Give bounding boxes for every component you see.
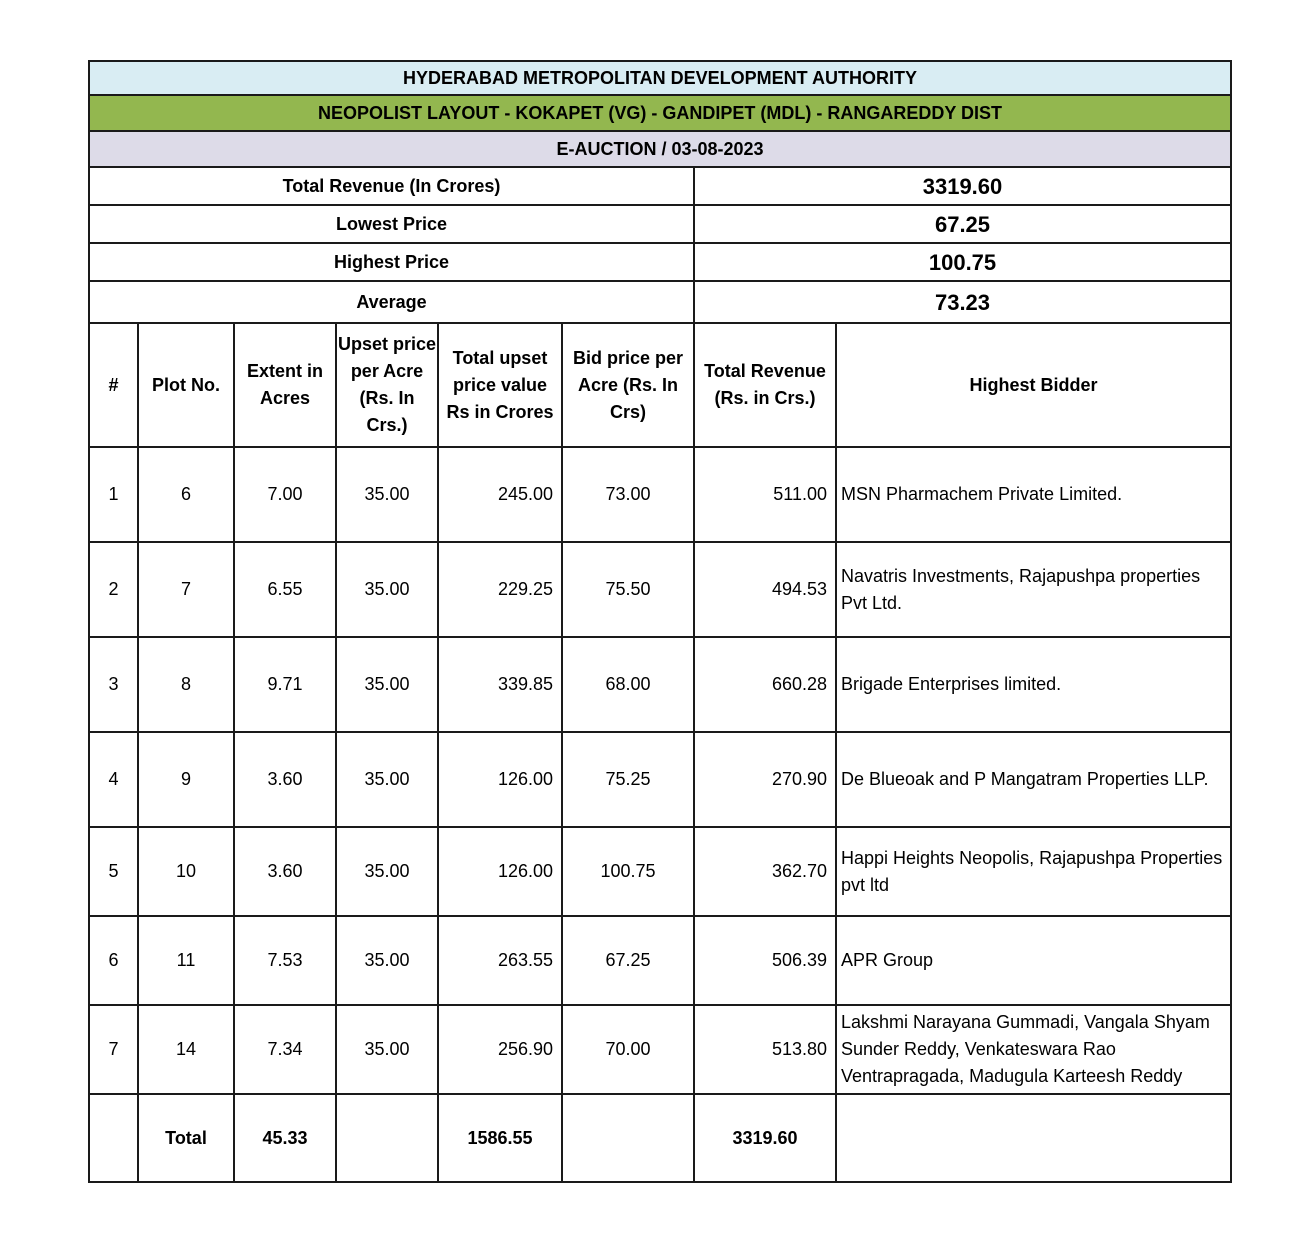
auction-date: E-AUCTION / 03-08-2023 [89,131,1231,167]
cell-num: 1 [89,447,138,542]
totals-revenue: 3319.60 [694,1094,836,1182]
cell-revenue: 506.39 [694,916,836,1005]
cell-empty [836,1094,1231,1182]
cell-bid: 75.25 [562,732,694,827]
col-header-total-upset: Total upset price value Rs in Crores [438,323,562,447]
subtitle-row [89,95,1231,131]
cell-upset: 35.00 [336,827,438,916]
cell-extent: 7.53 [234,916,336,1005]
cell-bid: 75.50 [562,542,694,637]
cell-extent: 6.55 [234,542,336,637]
cell-plot: 8 [138,637,234,732]
cell-upset: 35.00 [336,637,438,732]
cell-total-upset: 263.55 [438,916,562,1005]
cell-upset: 35.00 [336,916,438,1005]
cell-num: 7 [89,1005,138,1094]
cell-empty [336,1094,438,1182]
cell-revenue: 494.53 [694,542,836,637]
cell-num: 6 [89,916,138,1005]
cell-extent: 7.00 [234,447,336,542]
cell-upset: 35.00 [336,542,438,637]
table-row [89,447,1231,542]
auction-results-table [88,60,1232,1183]
cell-revenue: 660.28 [694,637,836,732]
cell-plot: 6 [138,447,234,542]
cell-plot: 14 [138,1005,234,1094]
cell-num: 5 [89,827,138,916]
cell-bidder: MSN Pharmachem Private Limited. [836,447,1231,542]
table-row [89,542,1231,637]
layout-subtitle: NEOPOLIST LAYOUT - KOKAPET (VG) - GANDIPET (MDL) - RANGAREDDY DIST [89,95,1231,131]
cell-revenue: 513.80 [694,1005,836,1094]
column-header-row [89,323,1231,447]
table-row [89,637,1231,732]
cell-bidder: APR Group [836,916,1231,1005]
title-row [89,61,1231,95]
cell-bidder: Navatris Investments, Rajapushpa properties Pvt Ltd. [836,542,1231,637]
summary-label: Average [89,281,694,323]
summary-value: 67.25 [694,205,1231,243]
cell-bidder: Lakshmi Narayana Gummadi, Vangala Shyam Sunder Reddy, Venkateswara Rao Ventrapragada, Madugula Karteesh Reddy [836,1005,1231,1094]
summary-row-highest-price [89,243,1231,281]
cell-upset: 35.00 [336,1005,438,1094]
cell-total-upset: 339.85 [438,637,562,732]
col-header-upset-price: Upset price per Acre (Rs. In Crs.) [336,323,438,447]
summary-row-lowest-price [89,205,1231,243]
col-header-num: # [89,323,138,447]
col-header-bidder: Highest Bidder [836,323,1231,447]
totals-extent: 45.33 [234,1094,336,1182]
summary-label: Lowest Price [89,205,694,243]
cell-bid: 68.00 [562,637,694,732]
cell-bid: 67.25 [562,916,694,1005]
cell-bid: 100.75 [562,827,694,916]
summary-label: Highest Price [89,243,694,281]
cell-plot: 11 [138,916,234,1005]
summary-row-total-revenue [89,167,1231,205]
summary-label: Total Revenue (In Crores) [89,167,694,205]
cell-extent: 7.34 [234,1005,336,1094]
cell-upset: 35.00 [336,732,438,827]
table-row [89,827,1231,916]
cell-plot: 10 [138,827,234,916]
cell-bid: 73.00 [562,447,694,542]
totals-row [89,1094,1231,1182]
cell-upset: 35.00 [336,447,438,542]
summary-value: 100.75 [694,243,1231,281]
cell-revenue: 270.90 [694,732,836,827]
cell-total-upset: 245.00 [438,447,562,542]
col-header-extent: Extent in Acres [234,323,336,447]
col-header-plot: Plot No. [138,323,234,447]
cell-total-upset: 126.00 [438,827,562,916]
cell-num: 2 [89,542,138,637]
col-header-bid-price: Bid price per Acre (Rs. In Crs) [562,323,694,447]
cell-empty [562,1094,694,1182]
summary-value: 3319.60 [694,167,1231,205]
cell-bidder: Brigade Enterprises limited. [836,637,1231,732]
cell-extent: 3.60 [234,827,336,916]
cell-revenue: 362.70 [694,827,836,916]
cell-total-upset: 126.00 [438,732,562,827]
table-row [89,1005,1231,1094]
cell-bidder: De Blueoak and P Mangatram Properties LLP. [836,732,1231,827]
cell-num: 3 [89,637,138,732]
cell-extent: 9.71 [234,637,336,732]
cell-plot: 7 [138,542,234,637]
cell-plot: 9 [138,732,234,827]
col-header-total-revenue: Total Revenue (Rs. in Crs.) [694,323,836,447]
cell-empty [89,1094,138,1182]
cell-bid: 70.00 [562,1005,694,1094]
summary-row-average [89,281,1231,323]
cell-bidder: Happi Heights Neopolis, Rajapushpa Properties pvt ltd [836,827,1231,916]
totals-label: Total [138,1094,234,1182]
summary-value: 73.23 [694,281,1231,323]
cell-revenue: 511.00 [694,447,836,542]
cell-num: 4 [89,732,138,827]
page-title: HYDERABAD METROPOLITAN DEVELOPMENT AUTHORITY [89,61,1231,95]
auction-row [89,131,1231,167]
totals-total-upset: 1586.55 [438,1094,562,1182]
cell-total-upset: 229.25 [438,542,562,637]
cell-total-upset: 256.90 [438,1005,562,1094]
cell-extent: 3.60 [234,732,336,827]
table-row [89,732,1231,827]
table-row [89,916,1231,1005]
